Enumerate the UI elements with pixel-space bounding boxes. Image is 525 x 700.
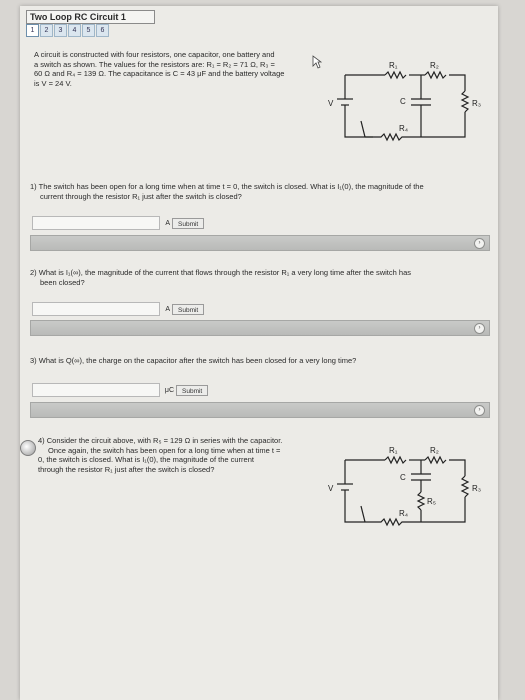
tab-6[interactable]: 6	[96, 24, 109, 37]
label-r4: R₄	[399, 509, 409, 518]
label-c: C	[400, 97, 406, 106]
label-r4: R₄	[399, 124, 409, 133]
question-tabs	[26, 24, 109, 37]
intro-line: a switch as shown. The values for the resistors are: R₁ = R₂ = 71 Ω, R₃ =	[34, 59, 275, 69]
question-4	[38, 436, 328, 474]
mouse-cursor-icon	[312, 55, 322, 69]
feedback-bar-1[interactable]	[30, 235, 490, 251]
submit-button-2[interactable]: Submit	[172, 304, 204, 315]
feedback-bar-2[interactable]	[30, 320, 490, 336]
circuit-diagram-2	[325, 440, 495, 550]
label-r1: R₁	[389, 446, 398, 455]
label-v: V	[328, 484, 334, 493]
answer-input-1[interactable]	[32, 216, 160, 230]
unit-label: A	[165, 305, 170, 313]
question-1	[30, 182, 490, 201]
radio-circle-icon[interactable]	[20, 440, 36, 456]
tab-4[interactable]: 4	[68, 24, 81, 37]
label-r5: R₅	[427, 497, 436, 506]
problem-statement	[34, 50, 324, 88]
question-text: been closed?	[40, 277, 85, 287]
tab-1[interactable]: 1	[26, 24, 39, 37]
question-text: 0, the switch is closed. What is I₁(0), the magnitude of the current	[38, 455, 254, 464]
label-r2: R₂	[430, 61, 439, 70]
expand-icon[interactable]: ›	[474, 323, 485, 334]
expand-icon[interactable]: ›	[474, 238, 485, 249]
submit-button-3[interactable]: Submit	[176, 385, 208, 396]
unit-label: μC	[164, 386, 174, 394]
label-r2: R₂	[430, 446, 439, 455]
intro-line: is V = 24 V.	[34, 78, 72, 88]
question-text: 2) What is I₁(∞), the magnitude of the current that flows through the resistor R₁ a very long time after the switch has	[30, 268, 411, 277]
question-text: Once again, the switch has been open for a long time when at time t =	[48, 445, 281, 455]
answer-row-2	[32, 302, 204, 316]
label-v: V	[328, 99, 334, 108]
answer-input-3[interactable]	[32, 383, 160, 397]
feedback-bar-3[interactable]	[30, 402, 490, 418]
intro-line: A circuit is constructed with four resistors, one capacitor, one battery and	[34, 50, 275, 59]
unit-label: A	[165, 219, 170, 227]
submit-button-1[interactable]: Submit	[172, 218, 204, 229]
question-2	[30, 268, 490, 287]
question-3	[30, 356, 490, 366]
answer-input-2[interactable]	[32, 302, 160, 316]
tab-2[interactable]: 2	[40, 24, 53, 37]
expand-icon[interactable]: ›	[474, 405, 485, 416]
question-text: current through the resistor R₁ just after the switch is closed?	[40, 191, 242, 201]
circuit-diagram	[325, 55, 495, 165]
answer-row-3	[32, 383, 208, 397]
intro-line: 60 Ω and R₄ = 139 Ω. The capacitance is C = 43 μF and the battery voltage	[34, 69, 285, 78]
question-text: 1) The switch has been open for a long time when at time t = 0, the switch is closed. What is I₁(0), the magnitude of the	[30, 182, 424, 191]
question-text: 4) Consider the circuit above, with R₅ = 129 Ω in series with the capacitor.	[38, 436, 283, 445]
label-r1: R₁	[389, 61, 398, 70]
label-c: C	[400, 473, 406, 482]
tab-3[interactable]: 3	[54, 24, 67, 37]
answer-row-1	[32, 216, 204, 230]
question-text: through the resistor R₁ just after the switch is closed?	[38, 464, 215, 474]
tab-5[interactable]: 5	[82, 24, 95, 37]
question-text: 3) What is Q(∞), the charge on the capacitor after the switch has been closed for a very long time?	[30, 356, 357, 365]
assignment-title: Two Loop RC Circuit 1	[26, 10, 155, 24]
label-r3: R₃	[472, 99, 482, 108]
label-r3: R₃	[472, 484, 482, 493]
